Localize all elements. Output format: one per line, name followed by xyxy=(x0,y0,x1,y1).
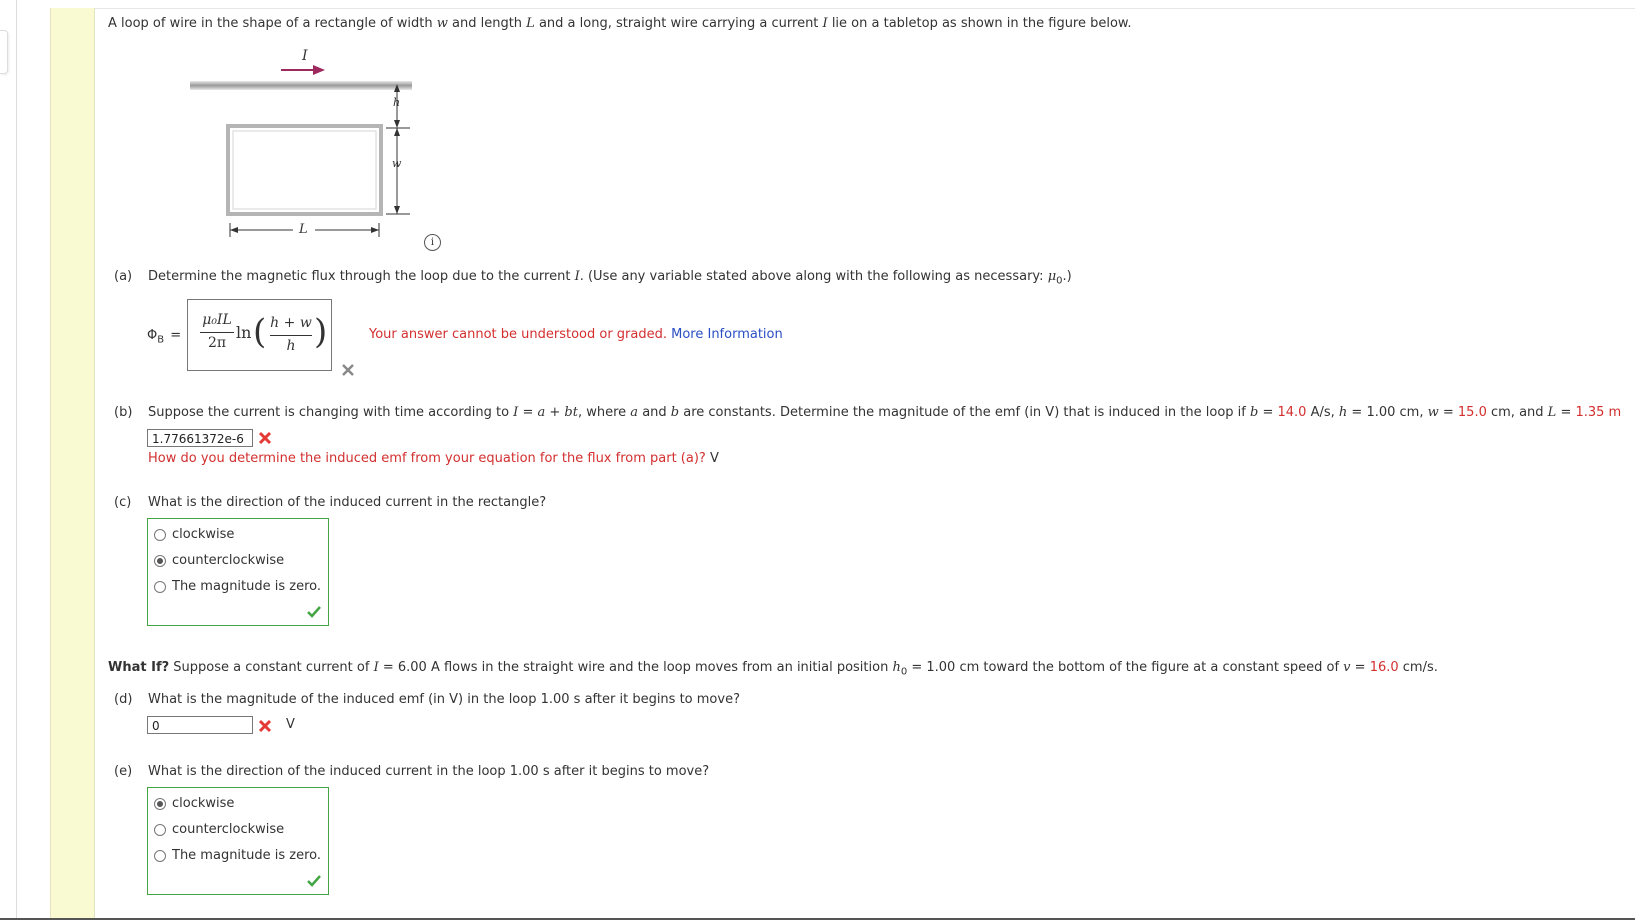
question-text: + xyxy=(545,405,565,420)
question-text: = xyxy=(1556,405,1576,420)
figure-label-I: I xyxy=(302,48,308,64)
var-I: I xyxy=(822,16,828,31)
what-if-text xyxy=(108,660,1438,678)
question-text: = xyxy=(518,405,538,420)
part-b-question xyxy=(148,405,1621,420)
radio-option-zero[interactable] xyxy=(154,579,321,594)
unit-label: V xyxy=(705,451,719,466)
var-L: L xyxy=(526,16,535,31)
correct-check-icon xyxy=(306,605,322,619)
what-if-heading: What If? xyxy=(108,660,170,675)
formula-inner-numerator: h + w xyxy=(270,315,312,331)
part-b-label: (b) xyxy=(114,405,133,420)
moving-emf-answer-input[interactable]: 0 xyxy=(147,716,253,734)
phi-subscript: B xyxy=(157,334,165,346)
var-h: h xyxy=(1338,405,1348,420)
figure-wire-loop xyxy=(185,48,425,258)
part-e-label: (e) xyxy=(114,764,133,779)
option-label: clockwise xyxy=(172,527,235,542)
intro-text: and a long, straight wire carrying a current xyxy=(534,16,823,31)
formula-left-paren: ( xyxy=(253,312,267,352)
straight-wire xyxy=(190,81,412,90)
part-d-question: What is the magnitude of the induced emf (in V) in the loop 1.00 s after it begins to move? xyxy=(148,692,740,707)
error-feedback-text: Your answer cannot be understood or graded. xyxy=(369,327,672,342)
equals-sign: = xyxy=(170,328,182,343)
radio-button[interactable] xyxy=(154,581,166,593)
unit-label: V xyxy=(286,717,295,732)
current-arrow-head xyxy=(313,65,325,75)
emf-answer-input[interactable]: 1.77661372e-6 xyxy=(147,429,253,447)
question-text: = 1.00 cm toward the bottom of the figure at a constant speed of xyxy=(907,660,1344,675)
intro-text: lie on a tabletop as shown in the figure below. xyxy=(827,16,1132,31)
formula-ln: ln xyxy=(236,323,252,342)
part-a-feedback xyxy=(369,327,783,342)
question-text: . (Use any variable stated above along with the following as necessary: xyxy=(579,269,1048,284)
question-text: = 1.00 cm, xyxy=(1347,405,1428,420)
formula-right-paren: ) xyxy=(314,312,328,352)
option-label: clockwise xyxy=(172,796,235,811)
option-label: counterclockwise xyxy=(172,822,285,837)
figure-label-w: w xyxy=(392,157,402,170)
var-I: I xyxy=(574,269,580,284)
radio-option-counterclockwise[interactable] xyxy=(154,822,284,837)
option-label: The magnitude is zero. xyxy=(172,848,322,863)
radio-option-clockwise[interactable] xyxy=(154,796,234,811)
flux-answer-field[interactable] xyxy=(187,299,332,371)
var-mu: μ xyxy=(1047,269,1057,284)
question-text: Determine the magnetic flux through the loop due to the current xyxy=(148,269,575,284)
incorrect-x-icon xyxy=(258,719,272,733)
formula-inner-fraction-bar xyxy=(270,335,312,336)
part-c-label: (c) xyxy=(114,495,132,510)
side-tab-handle[interactable] xyxy=(0,30,8,74)
question-text: A/s, xyxy=(1306,405,1339,420)
var-h: h xyxy=(892,660,901,675)
intro-text: A loop of wire in the shape of a rectangle of width xyxy=(108,16,437,31)
w-value: 15.0 xyxy=(1457,405,1487,420)
h0-subscript: 0 xyxy=(900,666,908,678)
part-d-label: (d) xyxy=(114,692,133,707)
var-w: w xyxy=(1427,405,1439,420)
radio-option-counterclockwise[interactable] xyxy=(154,553,284,568)
var-L: L xyxy=(1547,405,1557,420)
radio-option-clockwise[interactable] xyxy=(154,527,234,542)
incorrect-x-icon xyxy=(258,431,272,445)
phi-b-label xyxy=(147,328,181,346)
question-text: Suppose a constant current of xyxy=(169,660,374,675)
part-e-choices xyxy=(147,787,329,895)
hint-text: How do you determine the induced emf from your equation for the flux from part (a)? xyxy=(148,451,706,466)
question-text: = 6.00 A flows in the straight wire and the loop moves from an initial position xyxy=(378,660,893,675)
var-a: a xyxy=(537,405,546,420)
radio-button[interactable] xyxy=(154,850,166,862)
radio-button-selected[interactable] xyxy=(154,555,166,567)
var-b: b xyxy=(670,405,680,420)
question-text: = xyxy=(1258,405,1278,420)
b-value: 14.0 xyxy=(1277,405,1307,420)
question-text: Suppose the current is changing with time according to xyxy=(148,405,514,420)
question-text: = xyxy=(1350,660,1370,675)
question-text: = xyxy=(1438,405,1458,420)
info-icon[interactable]: i xyxy=(424,234,441,251)
option-label: counterclockwise xyxy=(172,553,285,568)
intro-text: and length xyxy=(447,16,527,31)
var-v: v xyxy=(1343,660,1351,675)
mu-subscript: 0 xyxy=(1056,275,1063,287)
part-c-choices xyxy=(147,518,329,626)
part-a-label: (a) xyxy=(114,269,133,284)
formula-numerator: μ₀IL xyxy=(202,312,232,328)
var-I: I xyxy=(513,405,519,420)
phi-symbol: Φ xyxy=(147,328,158,343)
formula-fraction-bar xyxy=(200,332,234,333)
part-c-question: What is the direction of the induced current in the rectangle? xyxy=(148,495,547,510)
question-text: cm/s. xyxy=(1398,660,1438,675)
var-bt: bt xyxy=(564,405,578,420)
radio-button[interactable] xyxy=(154,529,166,541)
question-text: are constants. Determine the magnitude of the emf (in V) that is induced in the loop if xyxy=(679,405,1250,420)
question-text: , where xyxy=(577,405,631,420)
part-e-question: What is the direction of the induced current in the loop 1.00 s after it begins to move? xyxy=(148,764,710,779)
var-w: w xyxy=(436,16,448,31)
v-value: 16.0 xyxy=(1369,660,1399,675)
part-b-hint xyxy=(148,451,719,466)
top-rule xyxy=(50,8,1635,9)
question-text: cm, and xyxy=(1486,405,1548,420)
question-margin-strip xyxy=(50,8,95,920)
radio-option-zero[interactable] xyxy=(154,848,321,863)
option-label: The magnitude is zero. xyxy=(172,579,322,594)
radio-button-selected[interactable] xyxy=(154,798,166,810)
var-I: I xyxy=(373,660,379,675)
problem-intro xyxy=(108,16,1132,31)
more-information-link[interactable]: More Information xyxy=(671,327,783,342)
L-value: 1.35 m xyxy=(1575,405,1622,420)
part-a-question xyxy=(148,269,1072,287)
var-b: b xyxy=(1250,405,1259,420)
formula-inner-denominator: h xyxy=(286,338,296,354)
figure-label-h: h xyxy=(393,96,401,109)
correct-check-icon xyxy=(306,874,322,888)
clear-x-icon[interactable] xyxy=(341,363,355,377)
figure-label-L: L xyxy=(299,222,308,237)
question-text: .) xyxy=(1062,269,1072,284)
formula-denominator: 2π xyxy=(207,335,227,351)
var-a: a xyxy=(630,405,639,420)
page-left-border xyxy=(16,0,17,920)
wire-loop xyxy=(228,126,381,214)
radio-button[interactable] xyxy=(154,824,166,836)
question-text: and xyxy=(638,405,671,420)
